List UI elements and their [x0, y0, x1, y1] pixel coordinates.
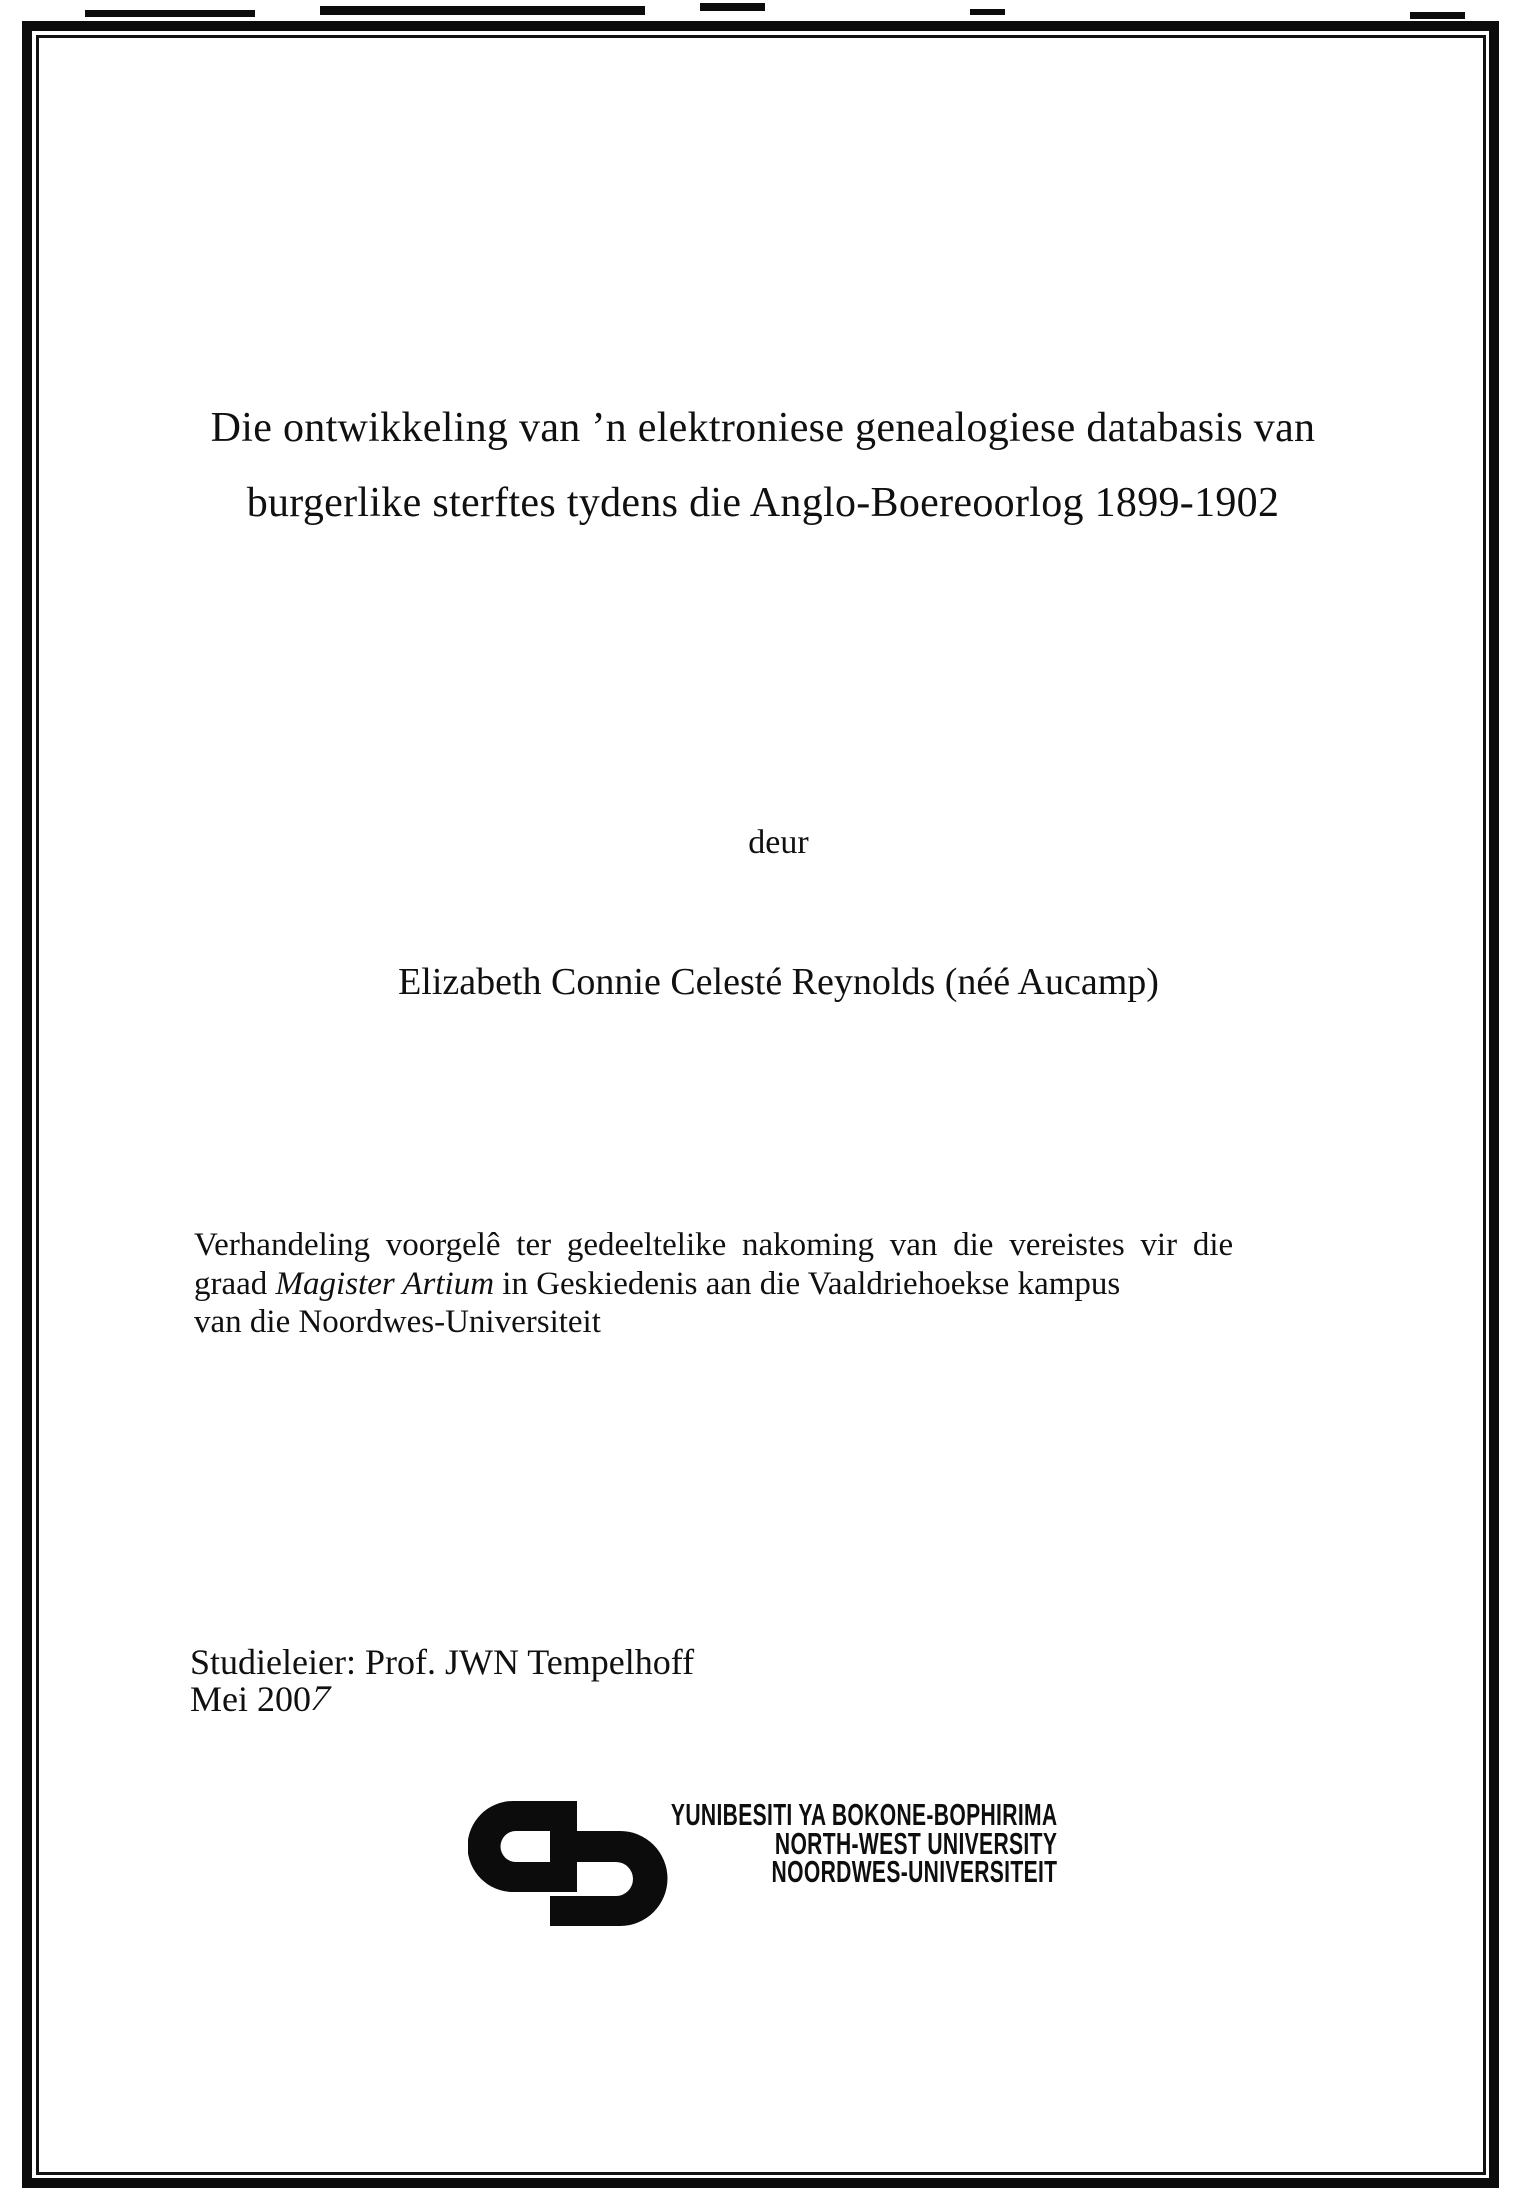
scan-artifact: [320, 6, 645, 15]
university-name-block: [468, 1797, 1057, 1889]
submission-line-3: van die Noordwes-Universiteit: [194, 1304, 601, 1340]
university-name-english: NORTH-WEST UNIVERSITY: [774, 1825, 1057, 1861]
degree-name-italic: Magister Artium: [275, 1265, 495, 1302]
submission-line-2-pre: graad: [194, 1265, 276, 1302]
submission-line-2: [194, 1265, 1334, 1304]
date-prefix: Mei 200: [190, 1679, 311, 1719]
thesis-title: [98, 391, 1428, 541]
thesis-title-line-1: Die ontwikkeling van ’n elektroniese genealogiese databasis van: [210, 405, 1316, 451]
scan-artifact: [1410, 12, 1465, 19]
author-name: Elizabeth Connie Celesté Reynolds (néé Aucamp): [398, 961, 1159, 1003]
byline-deur: deur: [748, 824, 809, 861]
submission-statement: [194, 1226, 1334, 1342]
thesis-title-line-2: burgerlike sterftes tydens die Anglo-Boereoorlog 1899-1902: [246, 480, 1280, 526]
submission-line-2-post: in Geskiedenis aan die Vaaldriehoekse kampus: [494, 1265, 1121, 1302]
scan-artifact: [700, 3, 765, 11]
submission-line-1: Verhandeling voorgelê ter gedeeltelike nakoming van die vereistes vir die: [194, 1227, 1234, 1263]
university-name-afrikaans: NOORDWES-UNIVERSITEIT: [771, 1854, 1057, 1889]
scan-artifact: [85, 10, 255, 17]
date-line: [190, 1678, 694, 1719]
supervisor-line: Studieleier: Prof. JWN Tempelhoff: [190, 1642, 695, 1682]
date-last-digit: 7: [305, 1678, 336, 1718]
scan-artifact: [970, 9, 1005, 15]
university-name-setswana: YUNIBESITI YA BOKONE-BOPHIRIMA: [670, 1797, 1057, 1832]
supervisor-block: [190, 1644, 694, 1718]
